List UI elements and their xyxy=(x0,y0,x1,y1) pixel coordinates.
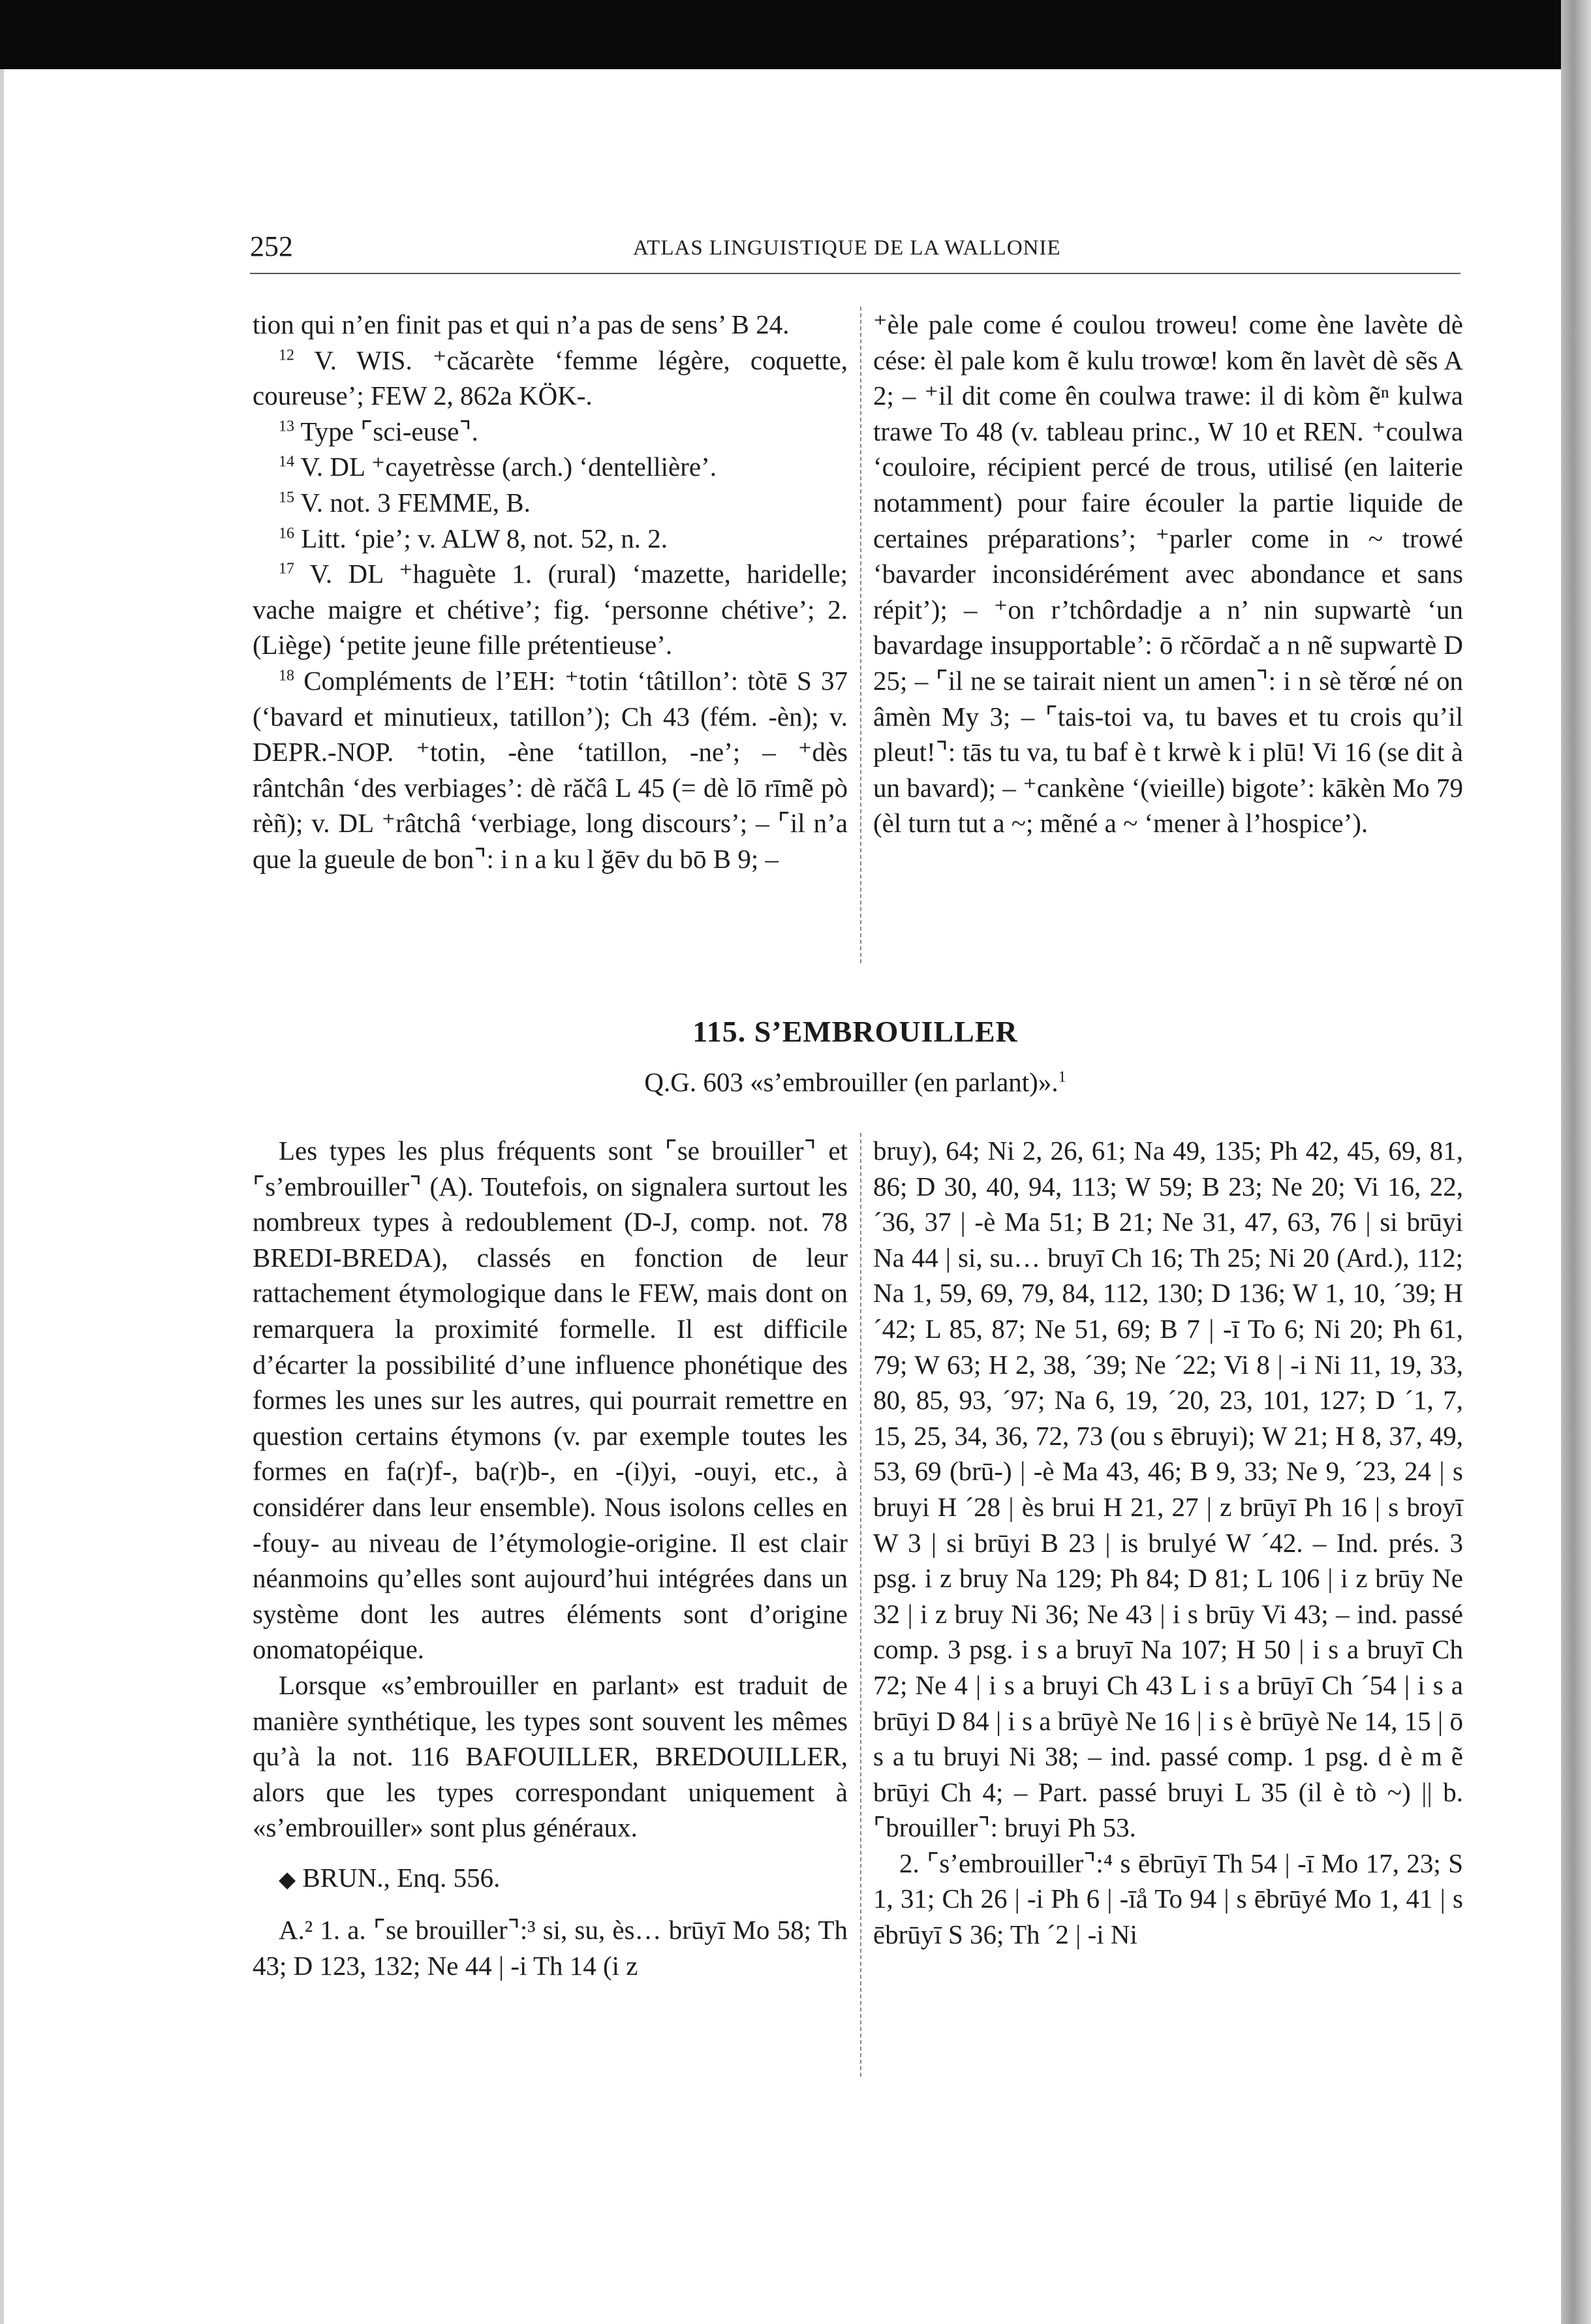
note-continuation xyxy=(253,307,848,343)
type-a-continued: bruy), 64; Ni 2, 26, 61; Na 49, 135; Ph 42, 45, 69, 81, 86; D 30, 40, 94, 113; W 59; B 23; Ne 20; Vi 16, 22, ´36, 37 | -è Ma 51; B 21; Ne 31, 47, 63, 76 | si brūyi Na 44 | si, su… bruyī Ch 16; Th 25; Ni 20 (Ard.), 112; Na 1, 59, 69, 79, 84, 112, 130; D 136; W 1, 10, ´39; H ´42; L 85, 87; Ne 51, 69; B 7 | -ī To 6; Ni 20; Ph 61, 79; W 63; H 2, 38, ´39; Ne ´22; Vi 8 | -i Ni 11, 19, 33, 80, 85, 93, ´97; Na 6, 19, ´20, 23, 101, 127; D ´1, 7, 15, 25, 34, 36, 72, 73 (ou s ēbruyi); W 21; H 8, 37, 49, 53, 69 (brū-) | -è Ma 43, 46; B 9, 33; Ne 9, ´23, 24 | s bruyi H ´28 | ès brui H 21, 27 | z brūyī Ph 16 | s broyī W 3 | si brūyi B 23 | is brulyé W ´42. – Ind. prés. 3 psg. i z bruy Na 129; Ph 84; D 81; L 106 | i z brūy Ne 32 | i z bruy Ni 36; Ne 43 | i s brūy Vi 43; – ind. passé comp. 3 psg. i s a bruyī Na 107; H 50 | i s a bruyī Ch 72; Ne 4 | i s a bruyi Ch 43 L i s a brūyī Ch ´54 | i s a brūyi D 84 | i s a brūyè Ne 16 | i s è brūyè Ne 14, 15 | ō s a tu bruyi Ni 38; – ind. passé comp. 1 psg. d è m ẽ brūyi Ch 4; – Part. passé bruyi L 35 (il è tò ~) || b. ⌜brouiller⌝: bruyi Ph 53. xyxy=(873,1136,1463,1843)
diamond-icon: ◆ xyxy=(279,1867,296,1892)
note-text: V. DL ⁺cayetrèsse (arch.) ‘dentellière’. xyxy=(300,452,717,482)
section-title: 115. S’EMBROUILLER xyxy=(692,1015,1018,1048)
body-right-column xyxy=(873,1133,1463,1953)
note-text: Litt. ‘pie’; v. ALW 8, not. 52, n. 2. xyxy=(301,523,668,553)
note-text: V. DL ⁺haguète 1. (rural) ‘mazette, haridelle; vache maigre et chétive’; fig. ‘personne chétive’; 2. (Liège) ‘petite jeune fille prétentieuse’. xyxy=(253,559,848,660)
note-text: Type ⌜sci-euse⌝. xyxy=(300,416,478,446)
note-14 xyxy=(253,449,848,485)
note-text: tion qui n’en finit pas et qui n’a pas de sens’ B 24. xyxy=(253,309,790,339)
note-number: 16 xyxy=(279,524,294,542)
type-a-2-entry: 2. ⌜s’embrouiller⌝:⁴ s ēbrūyī Th 54 | -ī Mo 17, 23; S 1, 31; Ch 26 | -i Ph 6 | -īå To 94 | s ēbrūyé Mo 1, 41 | s ēbrūyī S 36; Th ´2 | -i Ni xyxy=(873,1848,1463,1950)
note-number: 12 xyxy=(279,346,294,364)
body-left-column xyxy=(253,1133,848,1984)
notes-right-column xyxy=(873,307,1463,841)
header-rule xyxy=(250,273,1460,274)
page-number: 252 xyxy=(250,230,293,262)
type-a-entry: A.² 1. a. ⌜se brouiller⌝:³ si, su, ès… brūyī Mo 58; Th 43; D 123, 132; Ne 44 | -i Th 14 (i z xyxy=(253,1915,848,1981)
note-16 xyxy=(253,521,848,557)
intro-paragraph: Les types les plus fréquents sont ⌜se brouiller⌝ et ⌜s’embrouiller⌝ (A). Toutefois, on signalera surtout les nombreux types à redoublement (D-J, comp. not. 78 BREDI-BREDA), classés en fonction de leur rattachement étymologique dans le FEW, mais dont on remarquera la proximité formelle. Il est difficile d’écarter la possibilité d’une influence phonétique des formes les unes sur les autres, qui pourrait remettre en question certains étymons (v. par exemple toutes les formes en fa(r)f-, ba(r)b-, en -(i)yi, -ouyi, etc., à considérer dans leur ensemble). Nous isolons celles en -fouy- au niveau de l’étymologie-origine. Il est clair néanmoins qu’elles sont aujourd’hui intégrées dans un système dont les autres éléments sont d’origine onomatopéique. xyxy=(253,1136,848,1665)
note-15 xyxy=(253,485,848,521)
bibliography-text: BRUN., Enq. 556. xyxy=(302,1862,501,1893)
running-head xyxy=(250,230,1460,269)
book-title: ATLAS LINGUISTIQUE DE LA WALLONIE xyxy=(633,236,1061,260)
note-number: 15 xyxy=(279,489,294,506)
note-text: V. WIS. ⁺căcarète ‘femme légère, coquette, coureuse’; FEW 2, 862a KÖK-. xyxy=(253,345,848,411)
note-12 xyxy=(253,343,848,414)
note-13 xyxy=(253,414,848,450)
question-text: Q.G. 603 «s’embrouiller (en parlant)». xyxy=(644,1067,1058,1097)
note-17 xyxy=(253,556,848,663)
synthesis-paragraph: Lorsque «s’embrouiller en parlant» est traduit de manière synthétique, les types sont souvent les mêmes qu’à la not. 116 BAFOUILLER, BREDOUILLER, alors que les types correspondant uniquement à «s’embrouiller» sont plus généraux. xyxy=(253,1669,848,1843)
note-number: 17 xyxy=(279,560,294,578)
bibliography-line xyxy=(253,1860,848,1898)
note-number: 14 xyxy=(279,453,294,471)
note-text: V. not. 3 FEMME, B. xyxy=(300,487,531,518)
note-number: 13 xyxy=(279,418,294,435)
column-divider-bottom xyxy=(860,1133,861,2079)
note-18-continued: ⁺èle pale come é coulou troweu! come ène lavète dè cése: èl pale kom ẽ kulu trowœ! kom ẽn lavèt dè sẽs A 2; – ⁺il dit come ên coulwa trawe: il di kòm ẽⁿ kulwa trawe To 48 (v. tableau princ., W 10 et REN. ⁺coulwa ‘couloire, récipient percé de trous, utilisé (en laiterie notamment) pour faire écouler la partie liquide de certaines préparations’; ⁺parler come in ~ trowé ‘bavarder inconsidérément avec abondance et sans répit’); – ⁺on r’tchôrdadje a n’ nin supwartè ‘un bavardage insupportable’: ō rčōrdač a n nẽ supwartè D 25; – ⌜il ne se tairait nient un amen⌝: i n sè těrœ́ né on âmèn My 3; – ⌜tais-toi va, tu baves et tu crois qu’il pleut!⌝: tās tu va, tu baf è t krwè k i plū! Vi 16 (se dit à un bavard); – ⁺cankène ‘(vieille) bigote’: kākèn Mo 79 (èl turn tut a ~; mẽné a ~ ‘mener à l’hospice’). xyxy=(873,309,1463,839)
note-text: Compléments de l’EH: ⁺totin ‘tâtillon’: tòtē S 37 (‘bavard et minutieux, tatillon’); Ch 43 (fém. -èn); v. DEPR.-NOP. ⁺totin, -ène ‘tatillon, -ne’; – ⁺dès rântchân ‘des verbiages’: dè răčâ L 45 (= dè lō rīmẽ pò rèñ); v. DL ⁺râtchâ ‘verbiage, long discours’; – ⌜il n’a que la gueule de bon⌝: i n a ku l ğēv du bō B 9; – xyxy=(253,665,848,874)
question-line xyxy=(250,1066,1460,1098)
question-note-ref: 1 xyxy=(1058,1068,1066,1086)
notes-left-column xyxy=(253,307,848,877)
note-number: 18 xyxy=(279,667,294,685)
note-18 xyxy=(253,663,848,877)
column-divider-top xyxy=(860,307,861,966)
